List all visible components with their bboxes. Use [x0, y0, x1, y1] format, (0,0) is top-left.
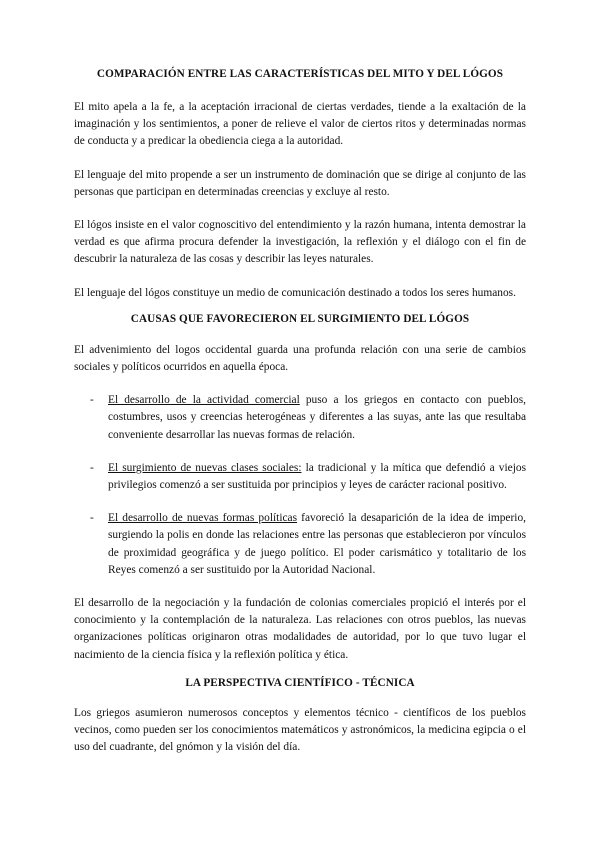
paragraph: El mito apela a la fe, a la aceptación irracional de ciertas verdades, tiende a la exaltación de la imaginación y los sentimientos, a poner de relieve el valor de ciertos ritos y determinadas normas de conducta y a predicar la obediencia ciega a la autoridad. [74, 101, 526, 148]
list-item [74, 460, 526, 494]
list-dash: - [90, 461, 94, 474]
list-item-heading: El surgimiento de nuevas clases sociales: [108, 461, 302, 474]
paragraph: Los griegos asumieron numerosos conceptos y elementos técnico - científicos de los pueblos vecinos, como pueden ser los conocimientos matemáticos y astronómicos, la medicina egipcia o el uso del cuadrante, del gnómon y la visión del día. [74, 706, 526, 754]
list-item-text: la tradicional y la mítica que defendió a viejos privilegios comenzó a ser sustituida por principios y leyes de carácter racional positivo. [108, 461, 527, 492]
paragraph: El lenguaje del lógos constituye un medio de comunicación destinado a todos los seres humanos. [74, 286, 516, 299]
list-item [74, 392, 526, 444]
list-item-text: favoreció la desaparición de la idea de imperio, surgiendo la polis en donde las relaciones entre las personas que establecieron por vínculos de proximidad geográfica y de juego político. El poder carismático y totalitario de los Reyes comenzó a ser sustituido por la Autoridad Nacional. [108, 512, 526, 576]
list-item-heading: El desarrollo de la actividad comercial [108, 394, 300, 407]
paragraph: El advenimiento del logos occidental guarda una profunda relación con una serie de cambios sociales y políticos ocurridos en aquella época. [74, 343, 526, 374]
list-item-heading: El desarrollo de nuevas formas políticas [108, 512, 298, 525]
paragraph: El desarrollo de la negociación y la fundación de colonias comerciales propició el interés por el conocimiento y la contemplación de la naturaleza. Las relaciones con otros pueblos, las nuevas organizaciones políticas originaron otras modalidades de autoridad, por lo que tuvo lugar el nacimiento de la ciencia física y la reflexión política y ética. [74, 597, 526, 661]
paragraph: El lenguaje del mito propende a ser un instrumento de dominación que se dirige al conjunto de las personas que participan en determinadas creencias y excluye al resto. [74, 168, 526, 198]
section-title-comparacion: COMPARACIÓN ENTRE LAS CARACTERÍSTICAS DEL MITO Y DEL LÓGOS [96, 68, 504, 80]
document-body [74, 66, 526, 756]
section-title-causas: CAUSAS QUE FAVORECIERON EL SURGIMIENTO DEL LÓGOS [130, 312, 470, 325]
causes-list [74, 392, 526, 579]
list-item-text: puso a los griegos en contacto con pueblos, costumbres, usos y creencias heterogéneas y diferentes a las suyas, ante las que resultaba conveniente desarrollar las nuevas formas de relación. [108, 394, 526, 441]
list-dash: - [90, 512, 94, 525]
section-title-perspectiva: LA PERSPECTIVA CIENTÍFICO - TÉCNICA [185, 676, 415, 689]
list-dash: - [90, 394, 94, 407]
list-item [74, 510, 526, 579]
paragraph: El lógos insiste en el valor cognoscitivo del entendimiento y la razón humana, intenta demostrar la verdad es que afirma procura defender la investigación, la reflexión y el diálogo con el fin de descubrir la naturaleza de las cosas y describir las leyes naturales. [74, 219, 526, 266]
